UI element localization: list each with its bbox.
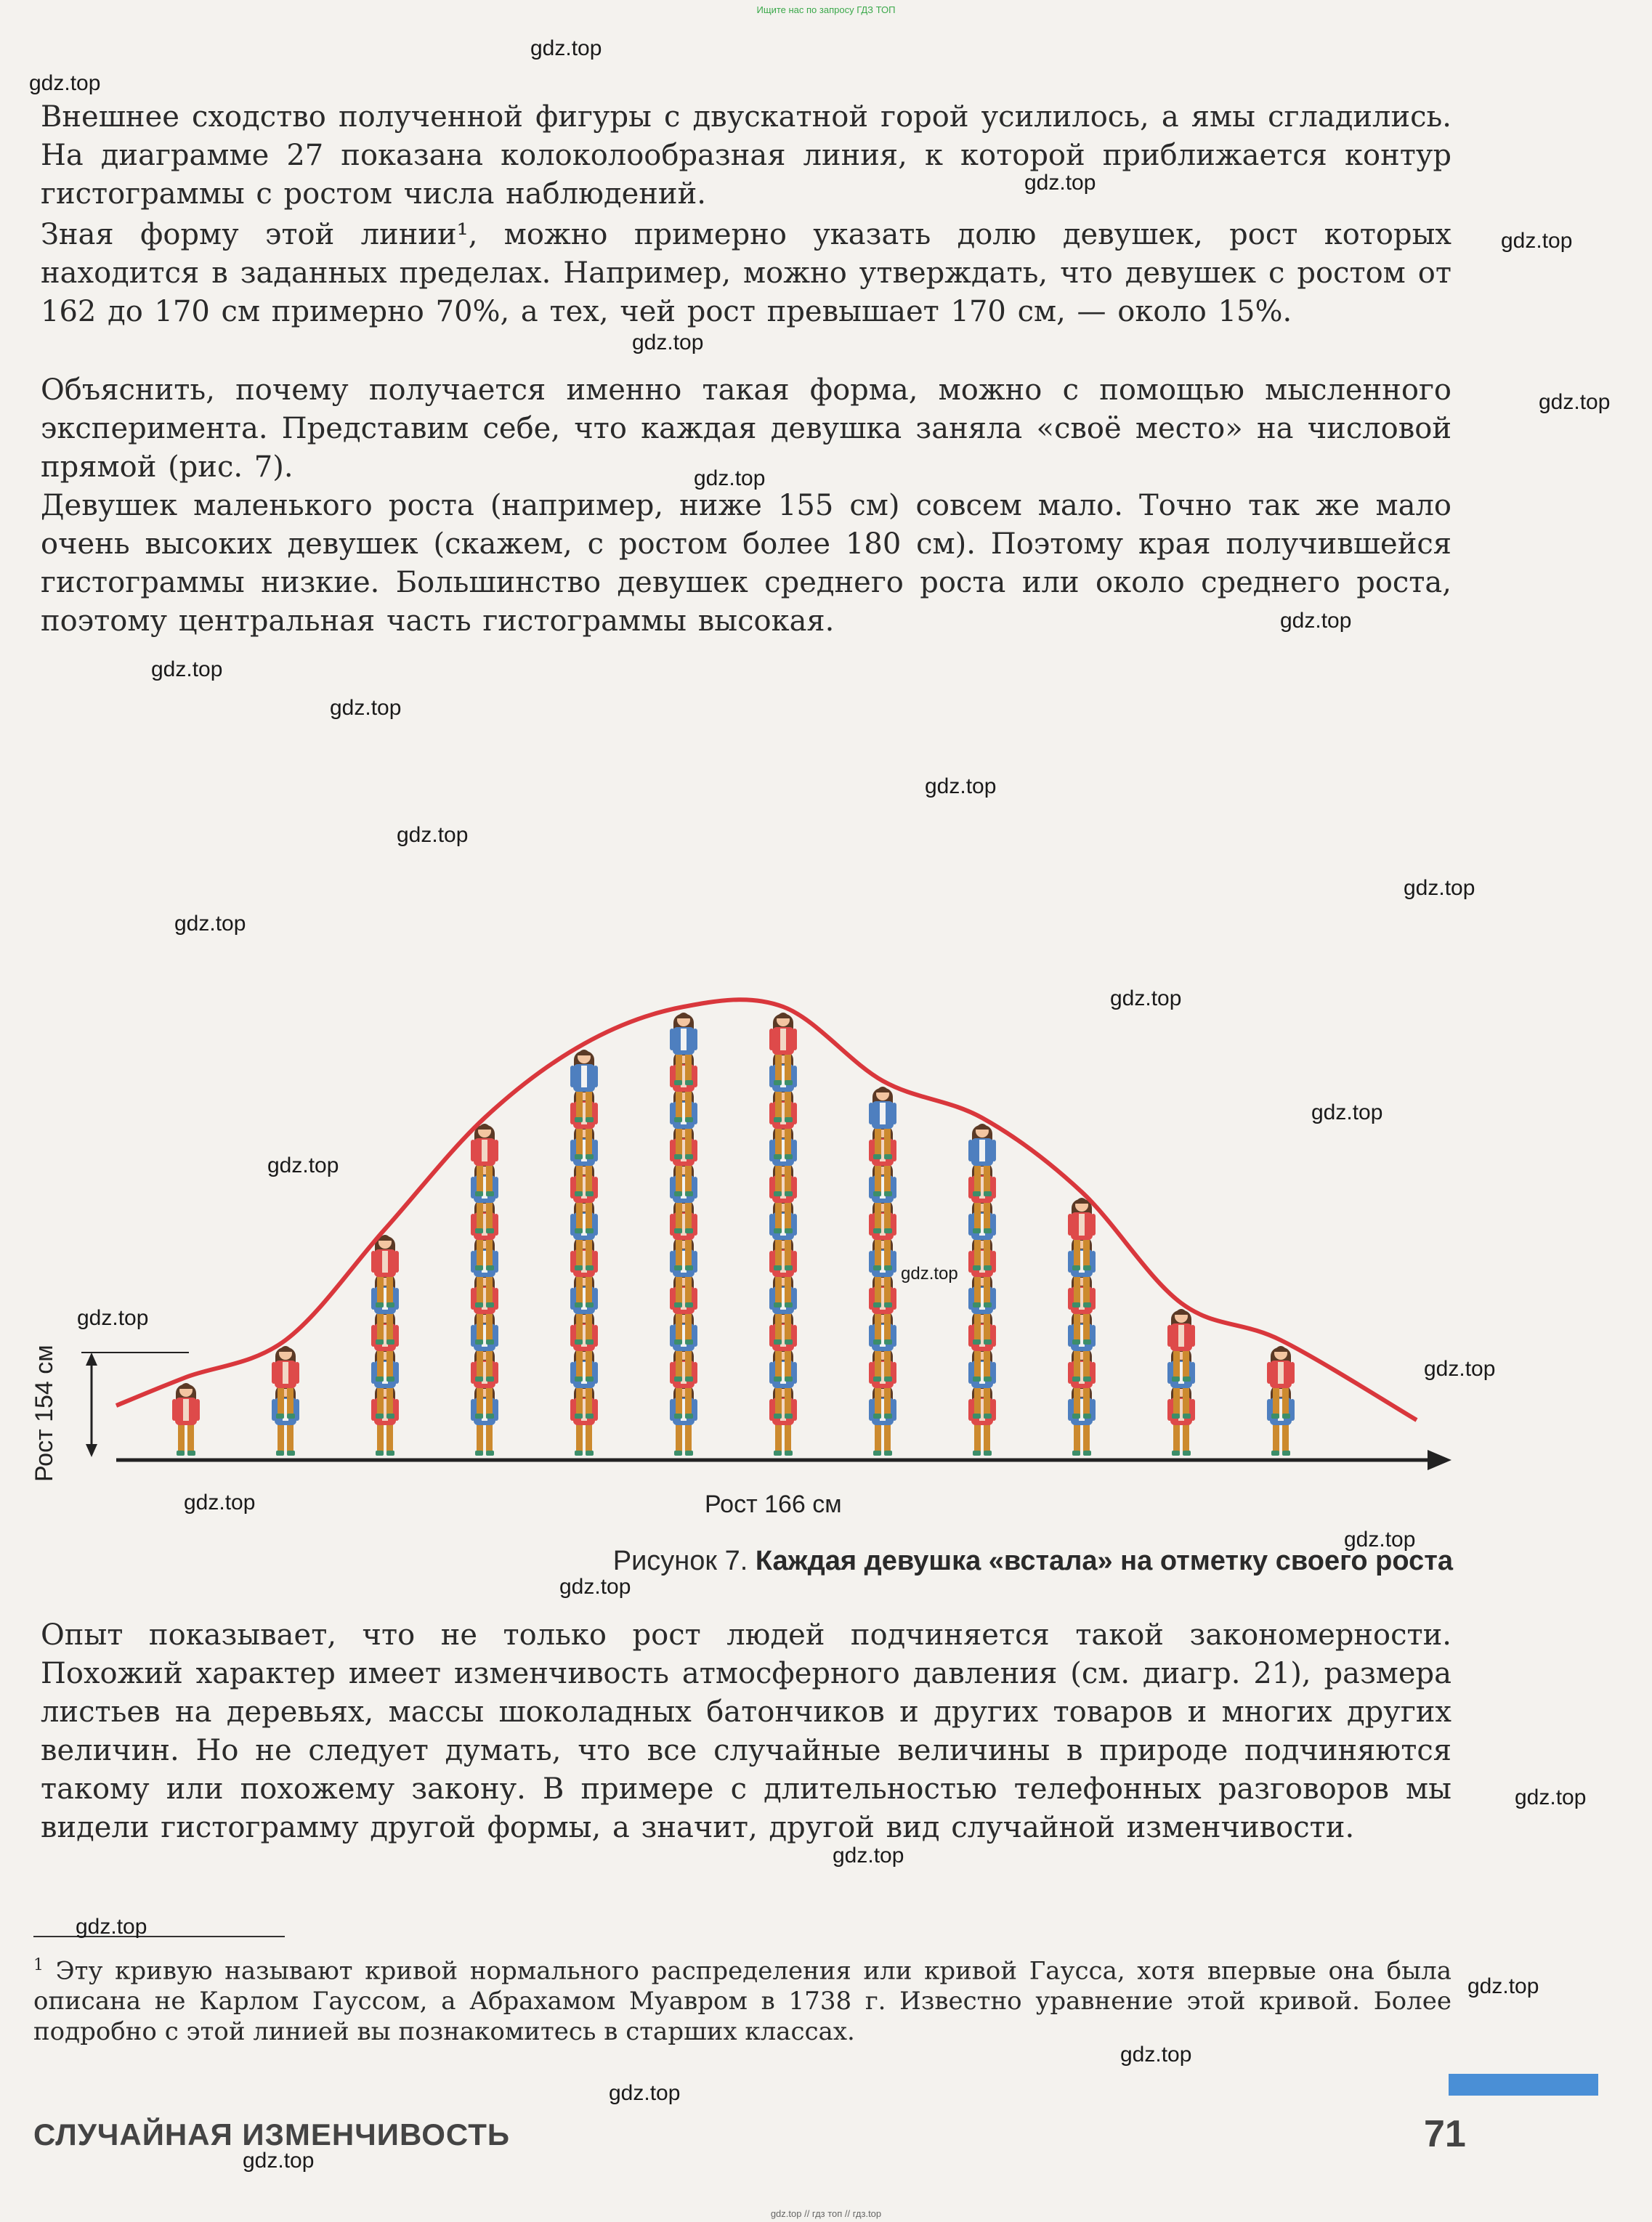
- watermark: gdz.top: [397, 823, 469, 847]
- watermark: gdz.top: [1539, 390, 1611, 414]
- watermark: gdz.top: [530, 36, 602, 60]
- watermark: gdz.top: [330, 696, 402, 720]
- watermark: gdz.top: [833, 1844, 904, 1868]
- vertical-label: Рост 154 см: [31, 1345, 58, 1482]
- girl-figure: [1068, 1383, 1096, 1456]
- girl-figure: [1267, 1383, 1295, 1456]
- watermark: gdz.top: [1280, 609, 1352, 633]
- watermark: gdz.top: [1404, 876, 1475, 900]
- caption-prefix: Рисунок 7.: [612, 1546, 748, 1576]
- watermark: gdz.top: [1515, 1785, 1587, 1809]
- header-note: Ищите нас по запросу ГДЗ ТОП: [756, 4, 896, 15]
- girl-figure: [272, 1383, 299, 1456]
- paragraph-2: Зная форму этой линии¹, можно примерно указать долю девушек, рост которых находится в заданных пределах. Например, можно утверждать, что девушек с ростом от 162 до 170 см примерно 70%, а тех, чей рост превышает 170 см, — около 15%.: [41, 218, 1451, 328]
- paragraph-5: Опыт показывает, что не только рост людей подчиняется такой закономерности. Похожий характер имеет изменчивость атмосферного давления (см. диагр. 21), размера листьев на деревьях, массы шоколадных батончиков и других товаров и многих других величин. Но не следует думать, что все случайные величины в природе подчиняются такому или похожему закону. В примере с длительностью телефонных разговоров мы видели гистограмму другой формы, а значит, другой вид случайной изменчивости.: [41, 1618, 1451, 1844]
- watermark: gdz.top: [243, 2149, 315, 2173]
- watermark: gdz.top: [1344, 1528, 1416, 1552]
- caption-title: Каждая девушка «встала» на отметку своего роста: [755, 1546, 1453, 1576]
- girl-figure: [670, 1383, 697, 1456]
- watermark: gdz.top: [174, 912, 246, 936]
- footer-note: gdz.top // гдз топ // гдз.top: [770, 2208, 882, 2219]
- girl-figure: [968, 1383, 996, 1456]
- axis-label: Рост 166 см: [705, 1491, 842, 1518]
- watermark: gdz.top: [1424, 1357, 1496, 1381]
- watermark: gdz.top: [1467, 1974, 1539, 1998]
- footnote: [33, 1950, 1451, 2047]
- watermark: gdz.top: [29, 71, 101, 95]
- gauss-curve: [116, 1000, 1417, 1420]
- watermark: gdz.top: [151, 657, 223, 681]
- watermark: gdz.top: [1120, 2043, 1192, 2067]
- girl-figure: [172, 1383, 200, 1456]
- footnote-text: Эту кривую называют кривой нормального распределения или кривой Гаусса, хотя впервые она была описана не Карлом Гауссом, а Абрахамом Муавром в 1738 г. Известно уравнение этой кривой. Более подробно с этой линией вы познакомитесь в старших классах.: [33, 1956, 1452, 2047]
- watermark: gdz.top: [901, 1264, 958, 1284]
- girl-figure: [471, 1383, 498, 1456]
- paragraph-3: Объяснить, почему получается именно такая форма, можно с помощью мысленного эксперимента. Представим себе, что каждая девушка заняла «своё место» на числовой прямой (рис. 7).: [41, 373, 1451, 484]
- watermark: gdz.top: [632, 331, 704, 354]
- footnote-mark: 1: [33, 1956, 44, 1974]
- watermark: gdz.top: [184, 1491, 256, 1515]
- paragraph-1: Внешнее сходство полученной фигуры с двускатной горой усилилось, а ямы сгладились. На диаграмме 27 показана колоколообразная линия, к которой приближается контур гистограммы с ростом числа наблюдений.: [41, 100, 1451, 211]
- section-title: СЛУЧАЙНАЯ ИЗМЕНЧИВОСТЬ: [33, 2117, 511, 2152]
- watermark: gdz.top: [559, 1575, 631, 1599]
- watermark: gdz.top: [609, 2081, 681, 2105]
- watermark: gdz.top: [925, 774, 997, 798]
- watermark: gdz.top: [1110, 986, 1182, 1010]
- number-axis: [116, 1450, 1451, 1470]
- blue-page-tab: [1449, 2074, 1598, 2096]
- girl-figure: [869, 1383, 896, 1456]
- girl-figure: [371, 1383, 399, 1456]
- footnote-separator: [33, 1936, 285, 1937]
- watermark: gdz.top: [267, 1153, 339, 1177]
- girl-figure: [1167, 1383, 1195, 1456]
- figure-caption: [392, 1546, 1453, 1577]
- page-number: 71: [1424, 2113, 1466, 2155]
- watermark: gdz.top: [76, 1915, 147, 1939]
- watermark: gdz.top: [1024, 171, 1096, 195]
- girl-figure: [769, 1383, 797, 1456]
- girls-stack-group: [172, 1013, 1295, 1456]
- watermark: gdz.top: [1501, 229, 1573, 253]
- watermark: gdz.top: [1311, 1100, 1383, 1124]
- girl-figure: [570, 1383, 598, 1456]
- watermark: gdz.top: [77, 1306, 149, 1330]
- watermark: gdz.top: [694, 466, 766, 490]
- paragraph-4: Девушек маленького роста (например, ниже 155 см) совсем мало. Точно так же мало очень высоких девушек (скажем, с ростом более 180 см). Поэтому края получившейся гистограммы низкие. Большинство девушек среднего роста или около среднего роста, поэтому центральная часть гистограммы высокая.: [41, 489, 1451, 638]
